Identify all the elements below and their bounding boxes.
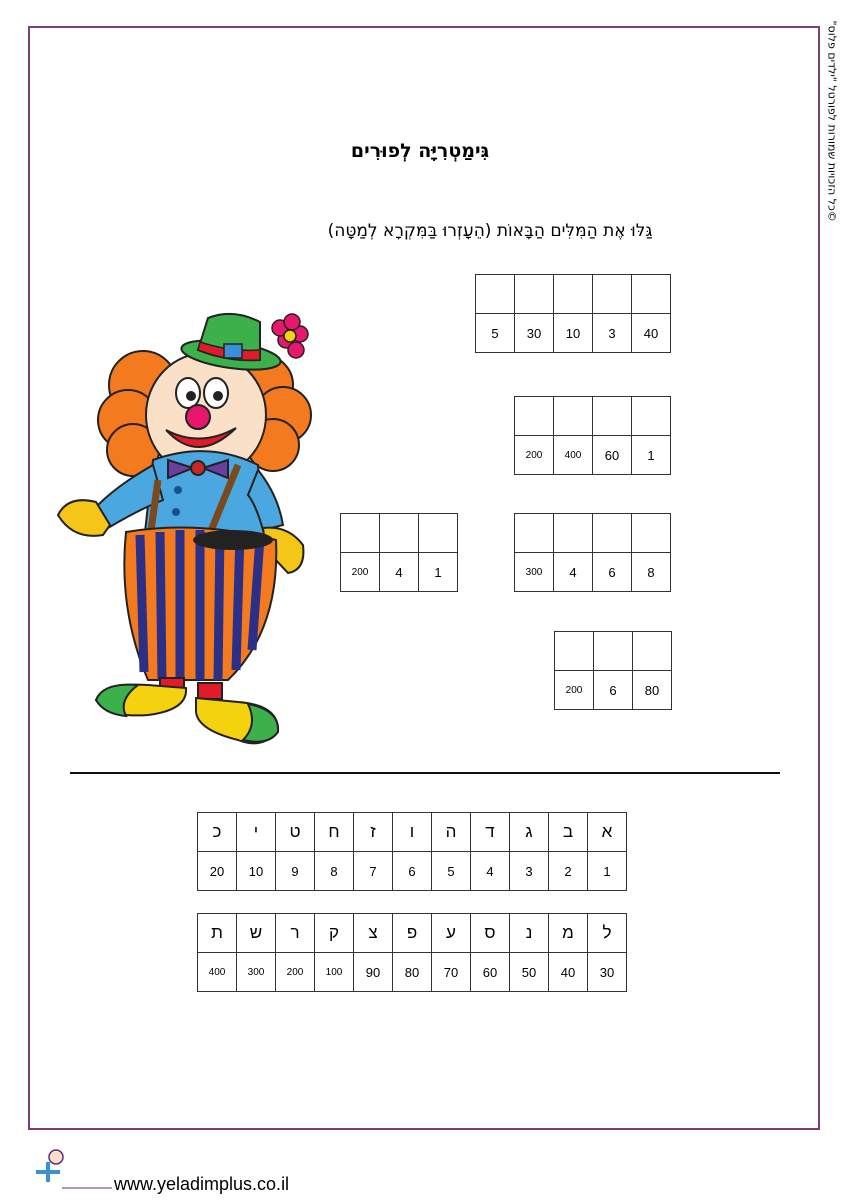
key-table-row-2: [197, 913, 627, 992]
value-cell: 40: [632, 314, 671, 353]
puzzle-word-5: [554, 631, 672, 710]
key-letter: ד: [471, 813, 510, 852]
puzzle-word-3: [514, 513, 671, 592]
answer-cell[interactable]: [554, 397, 593, 436]
key-value: 100: [315, 953, 354, 992]
key-value: 400: [198, 953, 237, 992]
key-letter: מ: [549, 914, 588, 953]
answer-cell[interactable]: [593, 514, 632, 553]
puzzle-word-1: [475, 274, 671, 353]
value-cell: 8: [632, 553, 671, 592]
value-cell: 60: [593, 436, 632, 475]
value-cell: 200: [515, 436, 554, 475]
key-value: 70: [432, 953, 471, 992]
key-value: 3: [510, 852, 549, 891]
answer-cell[interactable]: [515, 514, 554, 553]
copyright-text: ©כל הזכויות שמורות לפורטל "ילדים פלוס": [825, 20, 839, 222]
key-value: 1: [588, 852, 627, 891]
key-letter: ט: [276, 813, 315, 852]
key-letter: ה: [432, 813, 471, 852]
value-cell: 1: [419, 553, 458, 592]
value-cell: 200: [341, 553, 380, 592]
copyright-notice: [822, 20, 842, 264]
answer-cell[interactable]: [633, 632, 672, 671]
key-value: 30: [588, 953, 627, 992]
answer-cell[interactable]: [476, 275, 515, 314]
key-letter: ע: [432, 914, 471, 953]
answer-cell[interactable]: [632, 397, 671, 436]
answer-cell[interactable]: [632, 514, 671, 553]
answer-cell[interactable]: [555, 632, 594, 671]
website-link[interactable]: www.yeladimplus.co.il: [114, 1174, 290, 1194]
key-letter: ת: [198, 914, 237, 953]
key-letter: י: [237, 813, 276, 852]
key-value: 9: [276, 852, 315, 891]
answer-cell[interactable]: [341, 514, 380, 553]
answer-cell[interactable]: [594, 632, 633, 671]
answer-cell[interactable]: [632, 275, 671, 314]
value-cell: 6: [594, 671, 633, 710]
page-title: גִּימַטְרִיָּה לְפוּרִים: [350, 140, 490, 162]
instruction-text: גַּלּוּ אֶת הַמִּלִּים הַבָּאוֹת (הֵעָזְרוּ בַּמִּקְרָא לְמַטָּה): [327, 221, 653, 241]
yeladim-plus-logo: [28, 1140, 114, 1196]
puzzle-word-4: [340, 513, 458, 592]
answer-cell[interactable]: [593, 397, 632, 436]
key-value: 20: [198, 852, 237, 891]
value-cell: 5: [476, 314, 515, 353]
key-letter: א: [588, 813, 627, 852]
answer-cell[interactable]: [515, 275, 554, 314]
key-letter: נ: [510, 914, 549, 953]
answer-cell[interactable]: [380, 514, 419, 553]
answer-cell[interactable]: [419, 514, 458, 553]
key-letter: ז: [354, 813, 393, 852]
value-cell: 4: [554, 553, 593, 592]
key-letter: ח: [315, 813, 354, 852]
value-cell: 3: [593, 314, 632, 353]
key-letter: ו: [393, 813, 432, 852]
section-divider: [70, 772, 780, 774]
key-table-row-1: [197, 812, 627, 891]
key-letter: ק: [315, 914, 354, 953]
answer-cell[interactable]: [593, 275, 632, 314]
key-value: 50: [510, 953, 549, 992]
answer-cell[interactable]: [515, 397, 554, 436]
key-letter: כ: [198, 813, 237, 852]
clown-illustration: [48, 300, 328, 755]
key-value: 5: [432, 852, 471, 891]
value-cell: 80: [633, 671, 672, 710]
value-cell: 400: [554, 436, 593, 475]
key-letter: ג: [510, 813, 549, 852]
value-cell: 10: [554, 314, 593, 353]
key-letter: ר: [276, 914, 315, 953]
key-letter: ב: [549, 813, 588, 852]
key-letter: ל: [588, 914, 627, 953]
key-letter: צ: [354, 914, 393, 953]
key-value: 2: [549, 852, 588, 891]
key-value: 7: [354, 852, 393, 891]
key-letter: ס: [471, 914, 510, 953]
key-letter: ש: [237, 914, 276, 953]
key-value: 60: [471, 953, 510, 992]
value-cell: 30: [515, 314, 554, 353]
answer-cell[interactable]: [554, 275, 593, 314]
key-value: 8: [315, 852, 354, 891]
key-value: 6: [393, 852, 432, 891]
value-cell: 6: [593, 553, 632, 592]
value-cell: 1: [632, 436, 671, 475]
key-value: 200: [276, 953, 315, 992]
key-value: 40: [549, 953, 588, 992]
value-cell: 4: [380, 553, 419, 592]
answer-cell[interactable]: [554, 514, 593, 553]
value-cell: 300: [515, 553, 554, 592]
key-value: 4: [471, 852, 510, 891]
puzzle-word-2: [514, 396, 671, 475]
key-value: 80: [393, 953, 432, 992]
value-cell: 200: [555, 671, 594, 710]
key-letter: פ: [393, 914, 432, 953]
key-value: 90: [354, 953, 393, 992]
key-value: 300: [237, 953, 276, 992]
key-value: 10: [237, 852, 276, 891]
